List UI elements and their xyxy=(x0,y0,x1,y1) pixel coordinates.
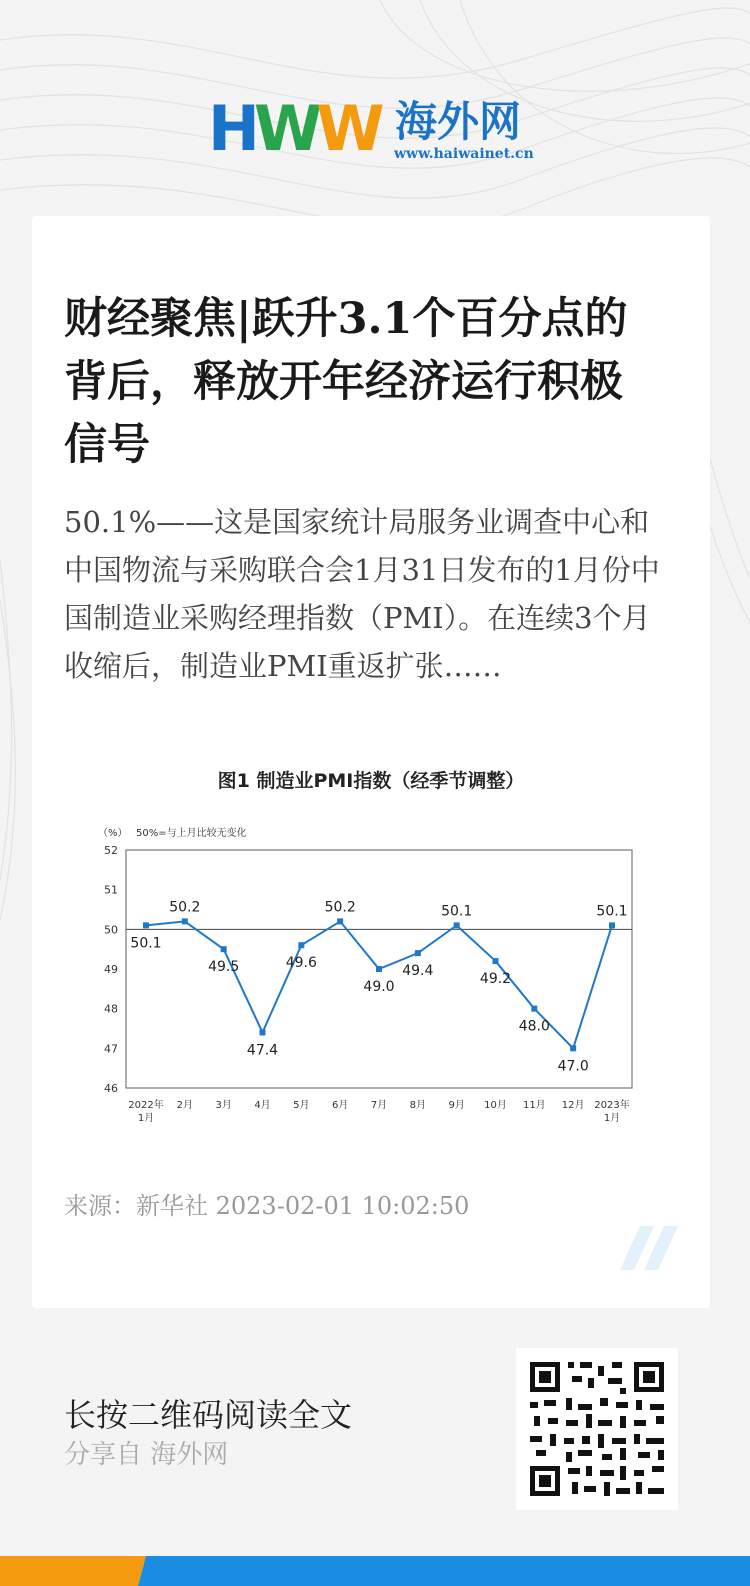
share-from-text: 分享自 海外网 xyxy=(64,1440,229,1470)
x-tick-label: 4月 xyxy=(254,1100,271,1111)
x-tick-label: 2月 xyxy=(176,1100,194,1111)
data-label: 47.4 xyxy=(246,1042,279,1059)
x-tick-label: 3月 xyxy=(215,1100,232,1111)
y-tick-label: 46 xyxy=(104,1082,118,1095)
data-point xyxy=(182,918,188,924)
x-tick-label: 10月 xyxy=(484,1100,507,1111)
data-point xyxy=(221,946,227,952)
article-title: 财经聚焦|跃升3.1个百分点的背后，释放开年经济运行积极信号 xyxy=(64,294,628,470)
data-point xyxy=(260,1029,266,1035)
logo-chinese-name: 海外网 xyxy=(395,97,522,146)
qr-cta-text: 长按二维码阅读全文 xyxy=(64,1396,353,1434)
haiwainet-logo xyxy=(208,92,548,168)
x-tick-label: 7月 xyxy=(370,1100,388,1111)
data-point xyxy=(143,922,149,928)
y-tick-label: 50 xyxy=(104,923,118,937)
x-tick-label: 5月 xyxy=(293,1100,310,1111)
y-tick-label: 49 xyxy=(104,963,118,976)
article-summary: 50.1%——这是国家统计局服务业调查中心和中国物流与采购联合会1月31日发布的1月份中国制造业采购经理指数（PMI）。在连续3个月收缩后，制造业PMI重返扩张…… xyxy=(64,505,660,683)
y-tick-label: 47 xyxy=(104,1042,118,1056)
y-tick-label: 48 xyxy=(104,1002,118,1016)
x-tick-label: 8月 xyxy=(409,1100,427,1111)
data-label: 50.1 xyxy=(130,935,162,952)
data-point xyxy=(298,942,304,948)
data-label: 49.5 xyxy=(208,959,240,976)
data-point xyxy=(454,922,460,928)
logo-hww-letters: HWW xyxy=(208,92,379,165)
article-card xyxy=(32,216,710,1308)
data-label: 50.1 xyxy=(441,903,473,920)
reference-note: 50%=与上月比较无变化 xyxy=(136,828,247,839)
bottom-color-bar xyxy=(0,1556,750,1586)
data-label: 47.0 xyxy=(557,1058,589,1075)
data-label: 50.1 xyxy=(596,903,628,920)
x-tick-label: 2023年 1月 xyxy=(594,1100,630,1124)
y-unit-label: （%） xyxy=(98,828,128,839)
decorative-slash-icon xyxy=(620,1226,680,1272)
x-tick-label: 12月 xyxy=(561,1100,585,1111)
pmi-line-chart xyxy=(32,806,710,1166)
y-tick-label: 52 xyxy=(104,844,118,857)
chart-title: 图1 制造业PMI指数（经季节调整） xyxy=(217,770,525,792)
data-point xyxy=(531,1006,537,1012)
logo-url: www.haiwainet.cn xyxy=(394,146,534,162)
data-label: 49.6 xyxy=(285,955,317,972)
data-point xyxy=(493,958,499,964)
data-label: 50.2 xyxy=(324,899,356,916)
y-tick-label: 51 xyxy=(104,883,118,897)
x-tick-label: 9月 xyxy=(448,1100,465,1111)
data-point xyxy=(570,1045,576,1051)
article-source: 来源：新华社 2023-02-01 10:02:50 xyxy=(64,1192,470,1220)
data-label: 49.4 xyxy=(402,963,434,980)
x-tick-label: 11月 xyxy=(522,1100,546,1111)
data-point xyxy=(609,922,615,928)
data-point xyxy=(415,950,421,956)
data-label: 50.2 xyxy=(169,899,201,916)
qr-code-icon[interactable] xyxy=(516,1348,678,1510)
data-label: 48.0 xyxy=(518,1018,550,1035)
data-label: 49.2 xyxy=(479,971,512,988)
data-label: 49.0 xyxy=(363,979,395,995)
x-tick-label: 6月 xyxy=(331,1100,349,1111)
x-tick-label: 2022年 1月 xyxy=(128,1100,164,1124)
data-point xyxy=(376,966,382,972)
data-point xyxy=(337,918,343,924)
